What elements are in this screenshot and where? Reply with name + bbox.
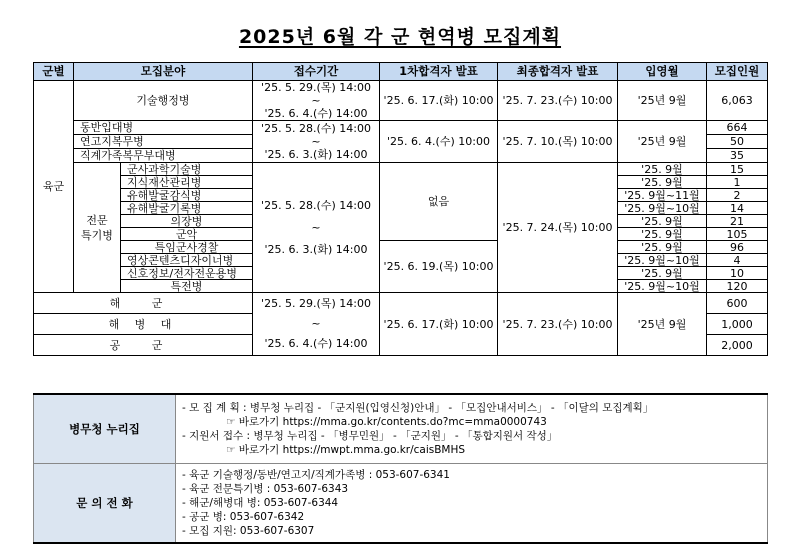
recruit-table xyxy=(33,62,768,356)
count-cell: 2 xyxy=(707,189,768,202)
count-cell: 21 xyxy=(707,215,768,228)
first-cell: '25. 6. 17.(화) 10:00 xyxy=(380,293,498,356)
table-row xyxy=(34,163,768,176)
field-cell: 군악 xyxy=(121,228,253,241)
final-cell: '25. 7. 24.(목) 10:00 xyxy=(498,163,618,293)
contact-label: 문 의 전 화 xyxy=(34,464,176,544)
field-cell: 유해발굴감식병 xyxy=(121,189,253,202)
first-cell: '25. 6. 19.(목) 10:00 xyxy=(380,241,498,293)
field-cell: 신호정보/전자전운용병 xyxy=(121,267,253,280)
field-cell: 기술행정병 xyxy=(74,81,253,121)
count-cell: 2,000 xyxy=(707,335,768,356)
enlist-cell: '25년 9월 xyxy=(618,81,707,121)
contact-row xyxy=(34,464,768,544)
count-cell: 1,000 xyxy=(707,314,768,335)
first-cell: '25. 6. 17.(화) 10:00 xyxy=(380,81,498,121)
portal-line: - 지원서 접수 : 병무청 누리집 - 「병무민원」 - 「군지원」 - 「통합지원서 작성」 xyxy=(182,430,558,442)
count-cell: 96 xyxy=(707,241,768,254)
branch-airforce: 공 군 xyxy=(34,335,253,356)
enlist-cell: '25. 9월~10월 xyxy=(618,280,707,293)
first-cell: '25. 6. 4.(수) 10:00 xyxy=(380,121,498,163)
enlist-cell: '25년 9월 xyxy=(618,293,707,356)
contact-line: - 해군/해병대 병: 053-607-6344 xyxy=(182,497,339,509)
portal-link[interactable]: ☞ 바로가기 https://mwpt.mma.go.kr/caisBMHS xyxy=(226,444,466,456)
count-cell: 14 xyxy=(707,202,768,215)
field-cell: 동반입대병 xyxy=(74,121,253,135)
count-cell: 1 xyxy=(707,176,768,189)
field-cell: 특임군사경찰 xyxy=(121,241,253,254)
enlist-cell: '25. 9월 xyxy=(618,267,707,280)
field-cell: 의장병 xyxy=(121,215,253,228)
enlist-cell: '25. 9월~10월 xyxy=(618,202,707,215)
apply-cell: '25. 5. 29.(목) 14:00 ~ '25. 6. 4.(수) 14:00 xyxy=(253,293,380,356)
enlist-cell: '25. 9월 xyxy=(618,241,707,254)
count-cell: 50 xyxy=(707,135,768,149)
final-cell: '25. 7. 10.(목) 10:00 xyxy=(498,121,618,163)
contact-content xyxy=(176,464,768,544)
field-cell: 직계가족복무부대병 xyxy=(74,149,253,163)
header-final: 최종합격자 발표 xyxy=(498,63,618,81)
apply-cell: '25. 5. 28.(수) 14:00 ~ '25. 6. 3.(화) 14:00 xyxy=(253,121,380,163)
apply-cell: '25. 5. 28.(수) 14:00 ~ '25. 6. 3.(화) 14:00 xyxy=(253,163,380,293)
apply-cell: '25. 5. 29.(목) 14:00 ~ '25. 6. 4.(수) 14:00 xyxy=(253,81,380,121)
portal-label: 병무청 누리집 xyxy=(34,394,176,464)
header-branch: 군별 xyxy=(34,63,74,81)
enlist-cell: '25. 9월 xyxy=(618,163,707,176)
count-cell: 120 xyxy=(707,280,768,293)
first-cell-none: 없음 xyxy=(380,163,498,241)
branch-navy: 해 군 xyxy=(34,293,253,314)
enlist-cell: '25. 9월 xyxy=(618,215,707,228)
enlist-cell: '25년 9월 xyxy=(618,121,707,163)
final-cell: '25. 7. 23.(수) 10:00 xyxy=(498,293,618,356)
count-cell: 15 xyxy=(707,163,768,176)
portal-row xyxy=(34,394,768,464)
count-cell: 4 xyxy=(707,254,768,267)
enlist-cell: '25. 9월~10월 xyxy=(618,254,707,267)
enlist-cell: '25. 9월~11월 xyxy=(618,189,707,202)
table-row xyxy=(34,81,768,121)
portal-line: - 모 집 계 획 : 병무청 누리집 - 「군지원(입영신청)안내」 - 「모집안내서비스」 - 「이달의 모집계획」 xyxy=(182,402,654,414)
field-cell: 영상콘텐츠디자이너병 xyxy=(121,254,253,267)
contact-line: - 육군 기술행정/동반/연고지/직계가족병 : 053-607-6341 xyxy=(182,469,450,481)
page-title: 2025년 6월 각 군 현역병 모집계획 xyxy=(238,26,562,48)
contact-line: - 모집 지원: 053-607-6307 xyxy=(182,525,315,537)
count-cell: 6,063 xyxy=(707,81,768,121)
field-cell: 유해발굴기록병 xyxy=(121,202,253,215)
header-row xyxy=(34,63,768,81)
special-group-label: 전문 특기병 xyxy=(74,163,121,293)
contact-line: - 공군 병: 053-607-6342 xyxy=(182,511,305,523)
header-field: 모집분야 xyxy=(74,63,253,81)
count-cell: 10 xyxy=(707,267,768,280)
portal-link[interactable]: ☞ 바로가기 https://mma.go.kr/contents.do?mc=mma0000743 xyxy=(226,416,547,428)
count-cell: 35 xyxy=(707,149,768,163)
header-first: 1차합격자 발표 xyxy=(380,63,498,81)
count-cell: 664 xyxy=(707,121,768,135)
field-cell: 군사과학기술병 xyxy=(121,163,253,176)
header-enlist: 입영월 xyxy=(618,63,707,81)
field-cell: 연고지복무병 xyxy=(74,135,253,149)
count-cell: 600 xyxy=(707,293,768,314)
field-cell: 특전병 xyxy=(121,280,253,293)
portal-content xyxy=(176,394,768,464)
enlist-cell: '25. 9월 xyxy=(618,228,707,241)
enlist-cell: '25. 9월 xyxy=(618,176,707,189)
field-cell: 지식재산관리병 xyxy=(121,176,253,189)
contact-line: - 육군 전문특기병 : 053-607-6343 xyxy=(182,483,349,495)
table-row xyxy=(34,293,768,314)
count-cell: 105 xyxy=(707,228,768,241)
table-row xyxy=(34,121,768,135)
header-apply: 접수기간 xyxy=(253,63,380,81)
table-row xyxy=(34,241,768,254)
final-cell: '25. 7. 23.(수) 10:00 xyxy=(498,81,618,121)
branch-marines: 해 병 대 xyxy=(34,314,253,335)
branch-army: 육군 xyxy=(34,81,74,293)
info-table xyxy=(33,393,768,544)
header-count: 모집인원 xyxy=(707,63,768,81)
